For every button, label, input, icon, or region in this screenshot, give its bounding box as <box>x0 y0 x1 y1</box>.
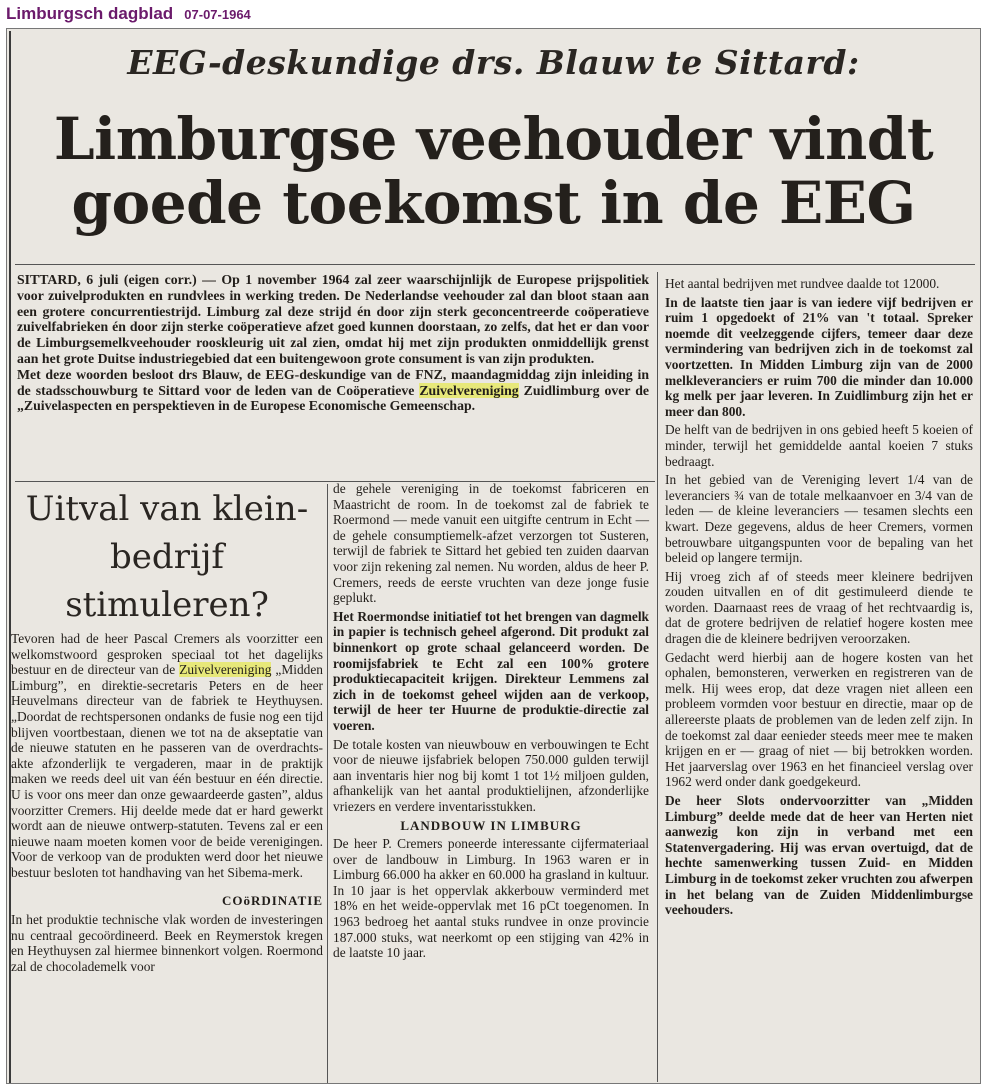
column-1 <box>11 631 323 977</box>
headline-line-1: Limburgse veehouder vindt <box>53 105 934 173</box>
newspaper-clipping <box>6 28 981 1084</box>
newspaper-name: Limburgsch dagblad <box>6 4 174 23</box>
section-heading-coordinatie: COöRDINATIE <box>221 892 323 908</box>
headline-line-2: goede toekomst in de EEG <box>71 169 916 237</box>
lead-paragraph-2 <box>17 367 649 414</box>
col3-paragraph-2: In de laatste tien jaar is van iedere vijf bedrijven er ruim 1 opgedoekt of 21% van 't totaal. Spreker noemde dit veelzeggende cijfers, temeer daar deze vermindering van bedrijven zich in de toekomst zal voortzetten. In Midden Limburg zijn van de 2000 melkleveranciers er ruim 700 die minder dan 10.000 kg melk per jaar leveren. In Zuidlimburg zijn het er meer dan 800. <box>665 294 973 419</box>
col3-paragraph-4: In het gebied van de Vereniging levert 1/4 van de leveranciers ¾ van de totale melkaanvoer en 3/4 van de leden — de kleine leveranciers — tesamen slechts een kwart. Deze gegevens, aldus de heer Cremers, vormen betrouwbare uitgangspunten voor de bepaling van het beleid op langere termijn. <box>665 472 973 566</box>
col3-paragraph-3: De helft van de bedrijven in ons gebied heeft 5 koeien of minder, terwijl het gemiddelde aantal koeien 7 stuks bedraagt. <box>665 422 973 469</box>
column-divider-left <box>327 484 328 1084</box>
clipping-header <box>0 0 986 28</box>
lead-text-a: Met deze woorden besloot drs Blauw, de EEG-deskundige van de FNZ, maandagmiddag zijn inleiding in de stadsschouwburg te Sittard voor de leden van de Coöperatieve <box>17 366 649 398</box>
col2-paragraph-2: Het Roermondse initiatief tot het brengen van dagmelk in papier is technisch geheel afgerond. Dit produkt zal binnenkort op grote schaal gelanceerd worden. De roomijsfabriek te Echt zal een 100% grotere produktiecapaciteit krijgen. Direkteur Lemmens zal zich in de toekomst geheel wijden aan de verkoop, terwijl de heer ter Huurne de produktie-directie zal voeren. <box>333 608 649 733</box>
col1-paragraph-2: In het produktie technische vlak worden de investeringen nu centraal gecoördineerd. Beek en Reymerstok kregen en Heythuysen zal hiermee binnenkort volgen. Roermond zal de chocolademelk voor <box>11 912 323 974</box>
column-3 <box>665 276 973 921</box>
col3-paragraph-1: Het aantal bedrijven met rundvee daalde tot 12000. <box>665 276 940 291</box>
subheading: Uitval van klein-bedrijf stimuleren? <box>25 489 309 625</box>
lead-section <box>17 272 649 414</box>
lead-text-b: Zuidlimburg over de „Zuivelaspecten en perspektieven in de Europese Economische Gemeenschap. <box>17 382 649 414</box>
col1-paragraph-1 <box>11 631 323 881</box>
highlighted-term: Zuivelvereniging <box>179 662 272 678</box>
article-headline <box>7 107 980 235</box>
lead-paragraph-1: SITTARD, 6 juli (eigen corr.) — Op 1 november 1964 zal zeer waarschijnlijk de Europese prijspolitiek voor zuivelprodukten en rundvlees in werking treden. De Nederlandse veehouder zal dan bloot staan aan een grotere concurrentiestrijd. Limburg zal deze strijd én door zijn sterk geconcentreerde coöperatieve zuivelfabrieken én door zijn sterke coöperatieve afzet goed kunnen doorstaan, zo zelfs, dat het er dan voor de Limburgsemelkveehouder rooskleurig uit zal zien, omdat hij met zijn produkten onmiddellijk grenst aan het grote Duitse industriegebied dat een buitengewoon grote consument is van zijn produkten. <box>17 272 649 366</box>
col2-paragraph-3: De totale kosten van nieuwbouw en verbouwingen te Echt voor de nieuwe ijsfabriek belopen 750.000 gulden terwijl aan inventaris hier nog bij komt 1 tot 1½ miljoen gulden, afhankelijk van het aantal produktielijnen, afzonderlijke vriezers en verdere inventarisstukken. <box>333 736 649 814</box>
headline-divider <box>15 264 975 265</box>
publication-date: 07-07-1964 <box>184 7 251 22</box>
section-heading-landbouw: LANDBOUW IN LIMBURG <box>400 818 582 834</box>
column-divider-right <box>657 272 658 1082</box>
col2-paragraph-4: De heer P. Cremers poneerde interessante cijfermateriaal over de landbouw in Limburg. In 1963 waren er in Limburg 66.000 ha akker en 60.000 ha grasland in kultuur. In 10 jaar is het oppervlak akkerbouw verminderd met 18% en het weide-oppervlak met 16 pCt toegenomen. In 1963 bedroeg het aantal stuks rundvee in onze provincie 187.000 stuks, wat neerkomt op een stijging van 42% in de laatste 10 jaar. <box>333 836 649 961</box>
col3-paragraph-5: Hij vroeg zich af of steeds meer kleinere bedrijven zouden uitvallen en of dit gestimuleerd diende te worden. Daarnaast rees de vraag of het rechtvaardig is, dat de grotere bedrijven de relatief hogere kosten mee dragen die de kleinere bedrijven veroorzaken. <box>665 568 973 647</box>
col1-text-b: „Midden Limburg”, en direktie-secretaris Peters en de heer Heuvelmans directeur van de fabriek te Heythuysen. „Doordat de rechtspersonen ondanks de fusie nog een tijd blijven voortbestaan, dienen we tot na de akseptatie van de nieuwe statuten en he passeren van de overdrachts-akte afzonderlijk te vergaderen, maar in de praktijk maken we reeds deel uit van één bestuur en één directie. U is voor ons meer dan onze gewaardeerde gasten”, aldus voorzitter Cremers. Hij deelde mede dat er hard gewerkt wordt aan de nieuwe ontwerp-statuten. Tevens zal er een nieuwe naam moeten komen voor de beide verenigingen. Voor de verkoop van de produkten werd door het nieuwe bestuur besloten tot handhaving van het Sibema-merk. <box>11 662 323 880</box>
col1-text-a: Tevoren had de heer Pascal Cremers als voorzitter een welkomstwoord gesproken speciaal tot het dagelijks bestuur en de directeur van de <box>11 631 323 678</box>
col3-paragraph-6: Gedacht werd hierbij aan de hogere kosten van het ophalen, bemonsteren, verwerken en registreren van de melk. Hij wees erop, dat deze vragen niet alleen een probleem vormden voor bestuur en directie, maar op de allereerste plaats de problemen van de leden zelf zijn. In de toekomst zal daar eenieder steeds meer mee te maken krijgen en er — graag of niet — bij betrokken worden. Het jaarverslag over 1963 en het financieel verslag over 1962 werd onder dank goedgekeurd. <box>665 649 973 790</box>
highlighted-term: Zuivelvereniging <box>419 382 519 398</box>
col2-paragraph-1: de gehele vereniging in de toekomst fabriceren en Maastricht de room. In de toekomst zal de fabriek te Roermond — mede vanuit een uitgifte centrum in Echt — de gehele consumptiemelk-afzet verzorgen tot Susteren, terwijl de fabriek te Sittard het gebied ten zuiden daarvan voor zijn rekening zal nemen. Nu worden, aldus de heer P. Cremers, reeds de eerste vruchten van deze jonge fusie geplukt. <box>333 481 649 606</box>
col3-paragraph-7: De heer Slots ondervoorzitter van „Midden Limburg” deelde mede dat de heer van Herten niet aanwezig kon zijn in verband met een Statenvergadering. Hij was ervan overtuigd, dat de hechte samenwerking tussen Zuid- en Midden Limburg in de toekomst zeker vruchten zou afwerpen in het belang van de Zuiden Middenlimburgse veehouders. <box>665 793 973 918</box>
article-kicker: EEG-deskundige drs. Blauw te Sittard: <box>127 43 860 82</box>
column-2 <box>333 481 649 964</box>
